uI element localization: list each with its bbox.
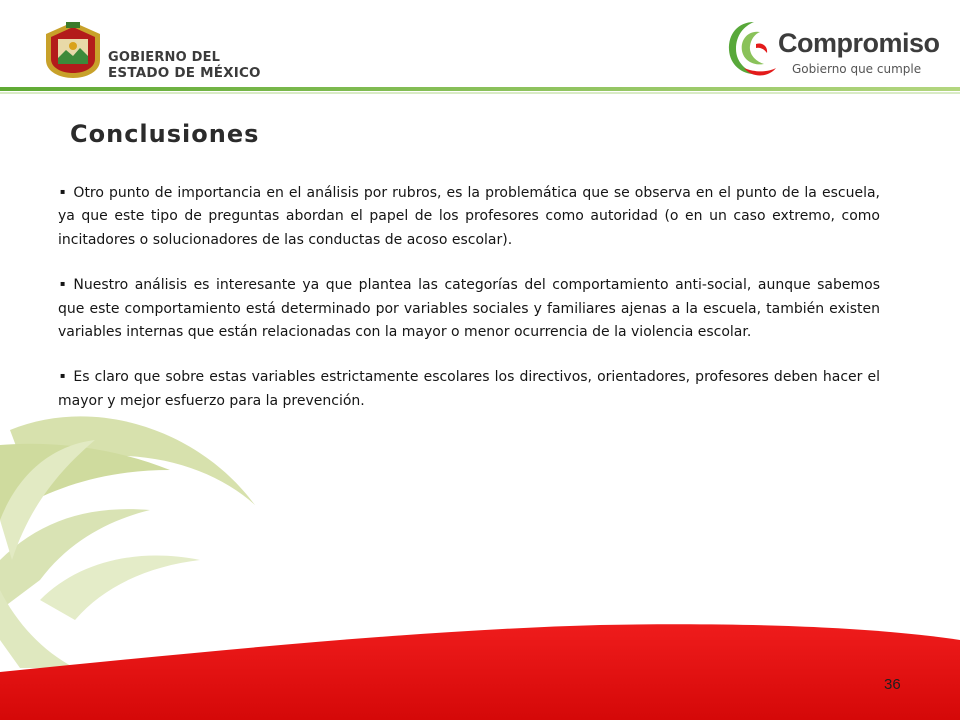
- square-bullet-icon: ▪: [60, 279, 66, 289]
- government-name-line1: GOBIERNO DEL: [108, 50, 221, 65]
- brand-name: Compromiso: [778, 28, 940, 58]
- conclusion-paragraph-1: [58, 180, 880, 252]
- square-bullet-icon: ▪: [60, 187, 66, 196]
- brand-tagline: Gobierno que cumple: [792, 62, 922, 76]
- square-bullet-icon: ▪: [60, 371, 66, 381]
- page-number: 36: [884, 676, 901, 693]
- page-title: Conclusiones: [70, 120, 260, 148]
- compromiso-swirl-icon: [726, 18, 780, 80]
- conclusion-text-3: Es claro que sobre estas variables estrictamente escolares los directivos, orientadores, profesores deben hacer el mayor y mejor esfuerzo para la prevención.: [58, 369, 880, 409]
- state-seal-icon: [42, 20, 104, 80]
- header-divider: [0, 87, 960, 91]
- conclusion-paragraph-2: [58, 272, 880, 344]
- government-logo: [42, 20, 272, 84]
- compromiso-logo: [726, 18, 940, 82]
- conclusion-text-1: Otro punto de importancia en el análisis por rubros, es la problemática que se observa en el punto de la escuela, ya que este tipo de preguntas abordan el papel de los profesores como autoridad (o en un caso extremo, como incitadores o solucionadores de las conductas de acoso escolar).: [58, 185, 880, 248]
- conclusion-text-2: Nuestro análisis es interesante ya que plantea las categorías del comportamiento anti-social, aunque sabemos que este comportamiento está determinado por variables sociales y familiares ajenas a la escuela, también existen variables internas que están relacionadas con la mayor o menor ocurrencia de la violencia escolar.: [58, 277, 880, 341]
- conclusions-list: [58, 180, 880, 433]
- government-name: [108, 50, 261, 81]
- footer-red-band: [0, 624, 960, 720]
- swirl-decoration: [0, 416, 255, 668]
- government-name-line2: ESTADO DE MÉXICO: [108, 65, 261, 81]
- header-divider-fade: [0, 92, 960, 94]
- conclusion-paragraph-3: [58, 364, 880, 413]
